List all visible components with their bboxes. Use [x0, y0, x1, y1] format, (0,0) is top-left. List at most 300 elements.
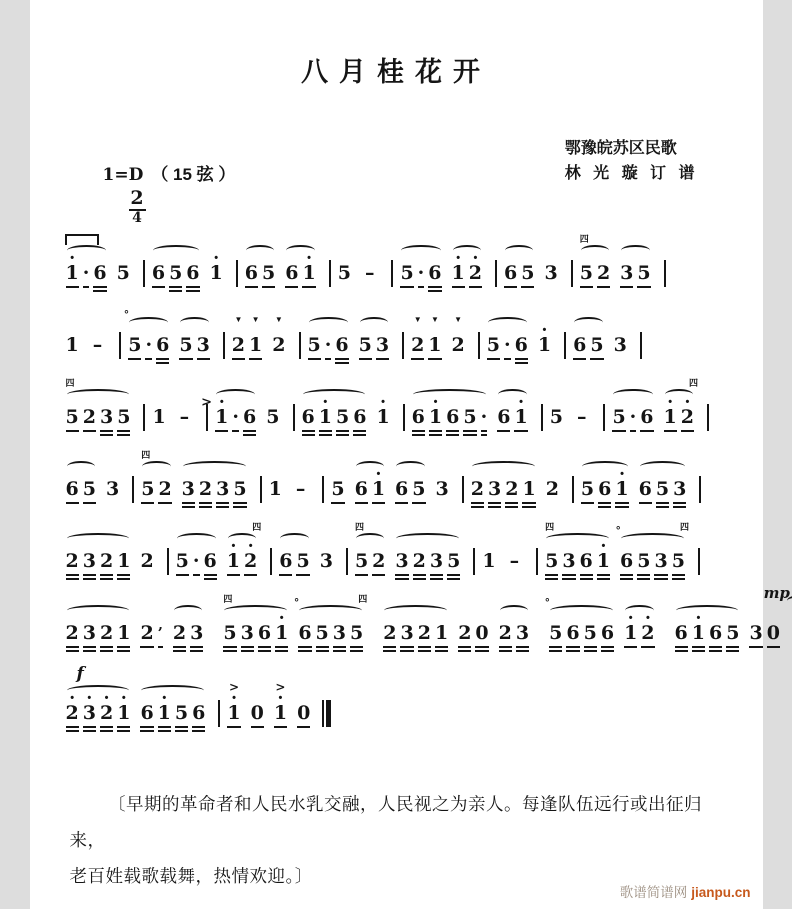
beam-slot	[320, 572, 333, 582]
note-number: 0	[250, 702, 264, 724]
accent-down-icon: ▼	[430, 315, 439, 324]
beam-slot	[726, 644, 739, 654]
beam-line	[418, 650, 431, 652]
beam-slot	[515, 356, 528, 366]
note-number: 5	[486, 334, 500, 356]
beam-slot	[544, 284, 557, 294]
note-cell	[588, 326, 605, 366]
beam-line	[223, 646, 236, 648]
beam-slot	[128, 356, 141, 366]
beam-slot	[395, 500, 408, 510]
beam-slot	[251, 724, 264, 734]
beam-slot	[66, 724, 79, 734]
beam-line	[158, 730, 171, 732]
beam-line	[428, 358, 441, 360]
note-number: 5	[579, 262, 593, 284]
note-number: 1	[537, 334, 552, 356]
credit-source: 鄂豫皖苏区民歌	[564, 140, 677, 157]
beam-line	[675, 650, 688, 652]
note-cell	[202, 542, 219, 582]
note-number: 5	[174, 702, 189, 724]
beam-slot	[302, 284, 315, 294]
beam-slot	[275, 644, 288, 654]
note-number: 5	[223, 622, 237, 644]
accent-down-icon: ▼	[274, 315, 283, 324]
note-cell	[613, 470, 630, 510]
beam-line	[709, 650, 722, 652]
score-line	[64, 374, 763, 438]
beam-line	[335, 358, 348, 360]
note-number: –	[295, 478, 306, 500]
note-group	[318, 526, 335, 582]
dot-cell	[191, 542, 202, 582]
beam-slot	[430, 572, 443, 582]
note-cell	[370, 542, 387, 582]
note-number: 6	[395, 478, 409, 500]
beam-line	[308, 358, 321, 360]
note-group	[547, 598, 616, 654]
note-group	[294, 594, 368, 654]
note-cell	[150, 398, 167, 438]
note-cell	[98, 614, 115, 654]
note-cell	[428, 542, 445, 582]
beam-line	[83, 578, 96, 580]
note-cell	[239, 614, 256, 654]
note-number: 5	[590, 334, 604, 356]
barline	[572, 476, 574, 503]
beam-line	[262, 286, 275, 288]
beam-line	[522, 506, 535, 508]
note-number: 2	[680, 406, 694, 428]
note-number: 6	[674, 622, 688, 644]
note-cell	[314, 614, 331, 654]
note-number: 1	[215, 406, 229, 428]
note-cell	[156, 614, 165, 654]
beam-slot	[481, 428, 488, 438]
beam-line	[709, 646, 722, 648]
beam-slot	[338, 284, 351, 294]
fingering-mark: 四	[141, 450, 151, 460]
beam-line	[93, 286, 106, 288]
dot-cell	[416, 254, 427, 294]
beam-slot	[429, 428, 442, 438]
beam-slot	[514, 428, 527, 438]
beam-slot	[279, 572, 292, 582]
beam-line	[413, 578, 426, 580]
note-group	[497, 598, 531, 654]
note-cell	[104, 470, 121, 510]
note-cell	[707, 614, 724, 654]
note-number: 3	[99, 406, 114, 428]
note-cell	[283, 254, 300, 294]
note-number: 3	[749, 622, 763, 644]
note-number: –	[576, 406, 587, 428]
beam-line	[117, 726, 130, 728]
beam-line	[566, 646, 579, 648]
note-number: 6	[497, 406, 511, 428]
note-cell	[214, 470, 231, 510]
fingering-mark: 四	[223, 594, 233, 604]
note-cell	[115, 542, 132, 582]
beam-slot	[193, 572, 200, 582]
note-number: 3	[544, 262, 558, 284]
beam-slot	[83, 428, 96, 438]
note-number: 1	[65, 334, 79, 356]
note-cell	[225, 542, 242, 582]
beam-line	[359, 358, 372, 360]
beam-line	[488, 506, 501, 508]
note-group	[225, 678, 242, 734]
note-cell	[336, 254, 353, 294]
beam-slot	[106, 500, 119, 510]
octave-dot-slot: •	[219, 396, 224, 408]
note-cell	[374, 398, 391, 438]
note-number: 5	[335, 406, 350, 428]
dash-cell	[87, 326, 109, 366]
beam-line	[395, 578, 408, 580]
beam-slot	[640, 428, 653, 438]
note-number: 1	[371, 478, 386, 500]
fingering-mark: 四	[579, 234, 589, 244]
note-cell	[467, 254, 484, 294]
note-number: 6	[566, 622, 580, 644]
note-group	[571, 310, 605, 366]
beam-slot	[435, 644, 448, 654]
beam-line	[66, 430, 79, 432]
note-cell	[334, 398, 351, 438]
note-cell	[273, 614, 290, 654]
note-cell	[497, 614, 514, 654]
final-barline	[322, 700, 331, 727]
beam-line	[639, 502, 652, 504]
note-cell	[180, 470, 197, 510]
beam-slot	[709, 644, 722, 654]
beam-line	[471, 506, 484, 508]
note-number: 5	[307, 334, 321, 356]
beam-slot	[117, 724, 130, 734]
note-number: 5	[233, 478, 247, 500]
note-number: 3	[105, 478, 120, 500]
beam-line	[463, 430, 476, 432]
note-number: 6	[335, 334, 349, 356]
note-number: 2	[244, 550, 258, 572]
beam-line	[117, 574, 130, 576]
beam-line	[192, 730, 205, 732]
note-number: 2	[99, 702, 114, 724]
beam-line	[316, 650, 329, 652]
note-cell	[295, 694, 312, 734]
note-cell	[450, 315, 467, 366]
note-cell	[64, 614, 81, 654]
beam-line	[241, 650, 254, 652]
note-number: 2	[468, 262, 482, 284]
note-cell	[195, 326, 212, 366]
note-cell	[543, 542, 560, 582]
note-cell	[571, 326, 588, 366]
note-number: 5	[549, 622, 563, 644]
note-number: ·	[324, 334, 332, 356]
key-signature	[103, 160, 236, 185]
barline	[699, 476, 701, 503]
octave-dot-slot: •	[121, 692, 126, 704]
beam-slot	[516, 644, 529, 654]
barline	[143, 260, 145, 287]
note-number: 6	[573, 334, 587, 356]
dot-cell	[479, 398, 490, 438]
note-group	[180, 454, 249, 510]
note-cell	[115, 614, 132, 654]
barline	[402, 332, 404, 359]
note-number: 6	[186, 262, 200, 284]
note-number: 6	[192, 702, 206, 724]
note-number: 6	[579, 550, 593, 572]
note-group	[64, 238, 109, 294]
dot-cell	[502, 326, 513, 366]
credit-arranger: 林 光 璇 订 谱	[564, 165, 699, 182]
beam-slot	[100, 724, 113, 734]
note-number: 3	[620, 262, 634, 284]
beam-line	[562, 578, 575, 580]
beam-line	[584, 650, 597, 652]
beam-line	[383, 646, 396, 648]
beam-line	[400, 650, 413, 652]
beam-slot	[355, 572, 368, 582]
note-group	[662, 378, 698, 438]
octave-dot-slot: •	[645, 612, 650, 624]
score-line	[64, 584, 790, 654]
note-number: 3	[240, 622, 254, 644]
beam-line	[601, 650, 614, 652]
note-number: 1	[302, 262, 316, 284]
beam-slot	[158, 500, 171, 510]
note-cell	[427, 398, 444, 438]
note-number: 1	[268, 478, 282, 500]
beam-line	[488, 502, 501, 504]
note-number: 1	[65, 262, 79, 284]
note-number: 5	[296, 550, 310, 572]
beam-slot	[353, 428, 366, 438]
beam-line	[173, 646, 186, 648]
note-cell	[351, 398, 368, 438]
footnote	[30, 786, 763, 894]
beam-slot	[216, 500, 229, 510]
note-number: 5	[447, 550, 461, 572]
beam-slot	[506, 572, 524, 582]
beam-line	[637, 286, 650, 288]
ornament-circle: °	[294, 597, 299, 609]
note-cell	[618, 254, 635, 294]
note-group	[115, 238, 132, 294]
note-cell	[544, 470, 561, 510]
fermata-icon	[787, 596, 792, 606]
fingering-mark: 四	[688, 378, 698, 388]
beam-line	[411, 358, 424, 360]
note-group	[450, 238, 484, 294]
note-cell	[249, 694, 266, 734]
note-group	[393, 454, 427, 510]
beam-line	[285, 286, 298, 288]
note-number: 6	[279, 550, 293, 572]
beam-line	[581, 502, 594, 504]
octave-dot-slot: •	[278, 692, 283, 704]
note-cell	[637, 470, 654, 510]
note-cell	[513, 326, 530, 366]
beam-slot	[452, 356, 465, 366]
octave-dot-slot: •	[620, 468, 624, 480]
beam-slot	[274, 724, 287, 734]
beam-line	[274, 726, 287, 728]
beam-slot	[245, 284, 258, 294]
credits	[565, 136, 699, 186]
note-cell	[461, 398, 478, 438]
note-number: 1	[624, 622, 638, 644]
beam-line	[350, 650, 363, 652]
beam-slot	[66, 644, 79, 654]
barline	[260, 476, 262, 503]
beam-slot	[83, 572, 96, 582]
beam-line	[251, 726, 264, 728]
beam-line	[549, 646, 562, 648]
note-group	[138, 526, 155, 582]
note-group	[543, 522, 612, 582]
note-group	[249, 678, 266, 734]
note-cell	[270, 315, 287, 366]
note-number: 6	[354, 478, 368, 500]
note-group	[469, 454, 538, 510]
beam-slot	[411, 356, 424, 366]
beam-line	[227, 726, 240, 728]
beam-slot	[580, 284, 593, 294]
octave-dot-slot: •	[279, 612, 284, 624]
beam-slot	[336, 428, 349, 438]
beam-slot	[463, 428, 476, 438]
note-number: 6	[298, 622, 312, 644]
beam-line	[598, 502, 611, 504]
note-cell	[333, 326, 350, 366]
key-value: 1=D	[102, 165, 144, 185]
beam-line	[664, 430, 677, 432]
beam-slot	[452, 284, 465, 294]
beam-slot	[175, 724, 188, 734]
dot-cell	[81, 254, 92, 294]
beam-slot	[141, 500, 154, 510]
note-number: 2	[411, 334, 425, 356]
octave-dot-slot: •	[696, 612, 701, 624]
octave-dot-slot: •	[601, 540, 606, 552]
beam-line	[458, 646, 471, 648]
note-number: 5	[116, 262, 130, 284]
note-cell	[247, 315, 264, 366]
beam-slot	[249, 356, 262, 366]
beam-slot	[469, 284, 482, 294]
octave-dot-slot: •	[162, 692, 167, 704]
note-group	[104, 454, 121, 510]
beam-line	[573, 358, 586, 360]
beam-line	[66, 646, 79, 648]
beam-line	[100, 578, 113, 580]
beam-line	[412, 430, 425, 432]
beam-line	[216, 506, 229, 508]
beam-slot	[372, 572, 385, 582]
beam-slot	[673, 500, 686, 510]
beam-slot	[601, 644, 614, 654]
beam-line	[223, 650, 236, 652]
beam-line	[83, 646, 96, 648]
beam-line	[100, 646, 113, 648]
note-cell	[444, 398, 461, 438]
note-cell	[393, 470, 410, 510]
beam-line	[298, 650, 311, 652]
beam-line	[400, 646, 413, 648]
beam-slot	[428, 356, 441, 366]
barline	[167, 548, 169, 575]
beam-line	[296, 574, 309, 576]
note-cell	[690, 614, 707, 654]
note-cell	[635, 254, 652, 294]
beam-line	[726, 646, 739, 648]
dash-cell	[504, 542, 526, 582]
note-number: 6	[638, 478, 652, 500]
beam-slot	[296, 572, 309, 582]
beam-slot	[269, 500, 282, 510]
barline	[322, 476, 324, 503]
beam-line	[158, 502, 171, 504]
note-cell	[243, 254, 260, 294]
note-number: 5	[337, 262, 351, 284]
note-number: 0	[475, 622, 489, 644]
beam-slot	[232, 428, 239, 438]
note-number: 5	[169, 262, 183, 284]
beam-slot	[656, 500, 669, 510]
beam-line	[298, 646, 311, 648]
beam-slot	[376, 428, 389, 438]
note-cell	[264, 398, 281, 438]
beam-line	[428, 286, 441, 288]
note-cell	[456, 614, 473, 654]
note-number: ·	[145, 334, 153, 356]
beam-slot	[395, 572, 408, 582]
accent-mark: >	[201, 395, 213, 410]
beam-line	[140, 730, 153, 732]
beam-line	[418, 646, 431, 648]
beam-slot	[637, 284, 650, 294]
beam-slot	[413, 572, 426, 582]
note-number: 3	[216, 478, 230, 500]
score-line	[64, 446, 763, 510]
note-number: 5	[315, 622, 329, 644]
note-group	[618, 238, 652, 294]
beam-line	[471, 502, 484, 504]
note-number: 5	[128, 334, 142, 356]
beam-line	[117, 578, 130, 580]
beam-slot	[376, 356, 389, 366]
beam-slot	[639, 500, 652, 510]
beam-line	[598, 506, 611, 508]
beam-slot	[400, 644, 413, 654]
beam-line	[515, 362, 528, 364]
note-cell	[260, 254, 277, 294]
beam-line	[412, 502, 425, 504]
note-number: 3	[82, 702, 96, 724]
beam-line	[297, 726, 310, 728]
beam-slot	[66, 500, 79, 510]
note-cell	[434, 470, 451, 510]
note-number: 3	[487, 478, 502, 500]
note-number: 5	[612, 406, 626, 428]
note-number: ·	[192, 550, 200, 572]
beam-slot	[100, 572, 113, 582]
beam-line	[100, 434, 113, 436]
